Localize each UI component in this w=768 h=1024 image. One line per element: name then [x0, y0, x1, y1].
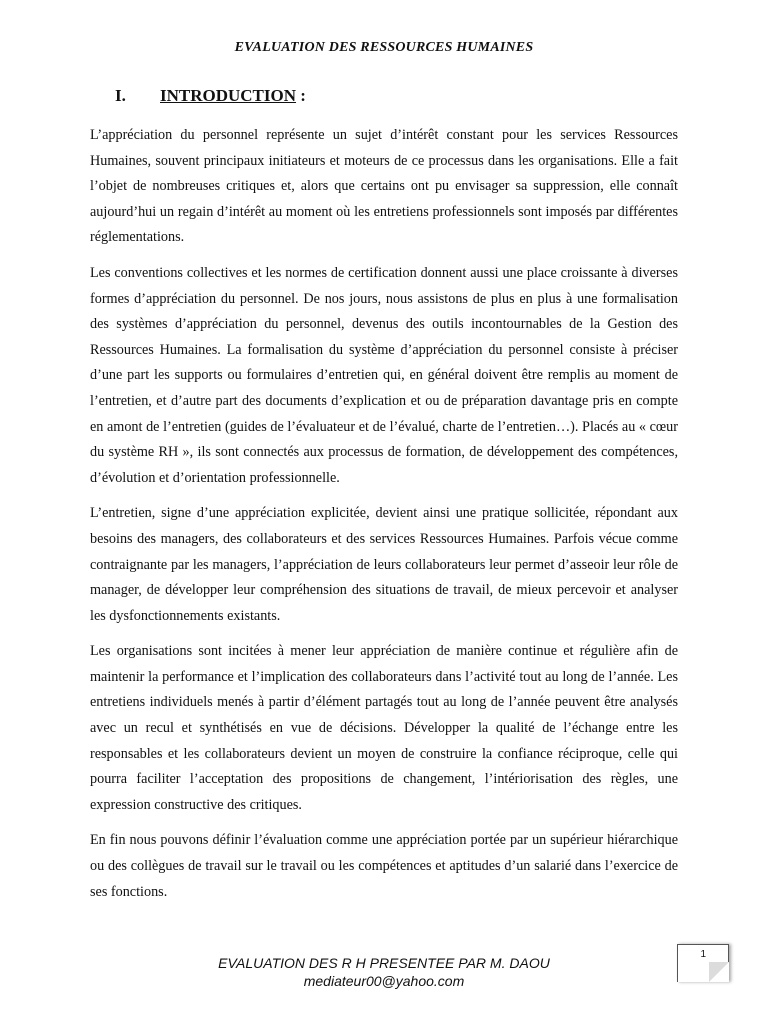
paragraph-4: Les organisations sont incitées à mener leur appréciation de manière continue et régulière afin de maintenir la performance et l’implication des collaborateurs dans l’activité tout au long de l’année. Les entretiens individuels menés à partir d’élément partagés tout au long de l’année peuvent être analysés avec un recul et synthétisés en vue de décisions. Développer la qualité de l’échange entre les responsables et les collaborateurs devient un moyen de construire la confiance réciproque, celle qui pourra faciliter l’acceptation des propositions de changement, l’intériorisation des règles, une expression constructive des critiques.: [90, 643, 678, 813]
page-footer: [0, 954, 768, 990]
page-curl-icon: [709, 962, 729, 982]
section-title: INTRODUCTION: [160, 86, 297, 105]
section-title-suffix: :: [296, 86, 306, 105]
body-text: [90, 123, 678, 915]
running-header: EVALUATION DES RESSOURCES HUMAINES: [234, 40, 534, 55]
section-heading: [115, 86, 306, 106]
footer-title: EVALUATION DES R H PRESENTEE PAR M. DAOU: [218, 955, 550, 971]
paragraph-3: L’entretien, signe d’une appréciation explicitée, devient ainsi une pratique sollicitée, répondant aux besoins des managers, des collaborateurs et des services Ressources Humaines. Parfois vécue comme contraignante par les managers, l’appréciation de leurs collaborateurs leur permet d’asseoir leur rôle de manager, de développer leur compréhension des situations de travail, de mieux percevoir et analyser les dysfonctionnements existants.: [90, 505, 678, 624]
section-number: I.: [115, 86, 126, 105]
paragraph-1: L’appréciation du personnel représente un sujet d’intérêt constant pour les services Ressources Humaines, souvent principaux initiateurs et moteurs de ce processus dans les organisations. Elle a fait l’objet de nombreuses critiques et, alors que certains ont pu envisager sa suppression, elle connaît aujourd’hui un regain d’intérêt au moment où les entretiens professionnels sont imposés par différentes réglementations.: [90, 127, 678, 246]
paragraph-2: Les conventions collectives et les normes de certification donnent aussi une place croissante à diverses formes d’appréciation du personnel. De nos jours, nous assistons de plus en plus à une formalisation des systèmes d’appréciation du personnel, devenus des outils incontournables de la Gestion des Ressources Humaines. La formalisation du système d’appréciation du personnel consiste à préciser d’une part les supports ou formulaires d’entretien qui, en général doivent être remplis au moment de l’entretien, et d’autre part des documents d’explication et ou de préparation davantage pris en compte en amont de l’entretien (guides de l’évaluateur et de l’évalué, charte de l’entretien…). Placés au « cœur du système RH », ils sont connectés aux processus de formation, de développement des compétences, d’évolution et d’orientation professionnelle.: [90, 264, 678, 486]
page-number-box: [677, 944, 729, 982]
footer-email: mediateur00@yahoo.com: [303, 973, 465, 989]
paragraph-5: En fin nous pouvons définir l’évaluation comme une appréciation portée par un supérieur hiérarchique ou des collègues de travail sur le travail ou les compétences et aptitudes d’un salarié dans l’exercice de ses fonctions.: [90, 832, 678, 900]
page-number: 1: [700, 949, 706, 960]
